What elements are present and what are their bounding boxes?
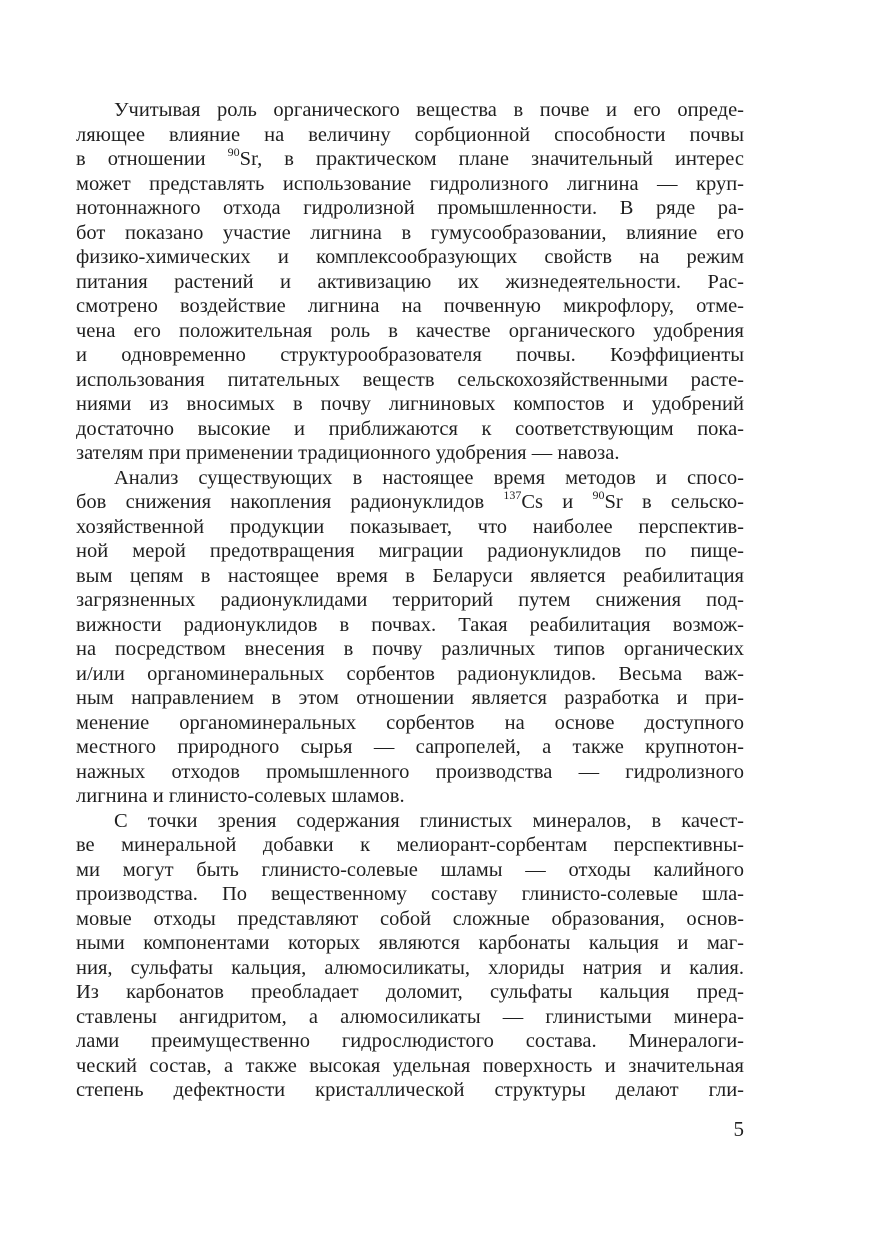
body-text (76, 98, 744, 1103)
text-line: ными компонентами которых являются карбонаты кальция и маг- (76, 932, 744, 954)
text-line: ной мерой предотвращения миграции радионуклидов по пище- (76, 540, 744, 562)
text-line: может представлять использование гидролизного лигнина — круп- (76, 172, 744, 195)
text-line: и/или органоминеральных сорбентов радионуклидов. Весьма важ- (76, 662, 744, 685)
text-line: бот показано участие лигнина в гумусообразовании, влияние его (76, 221, 744, 244)
text-line: нажных отходов промышленного производства — гидролизного (76, 760, 744, 783)
text-line: хозяйственной продукции показывает, что наиболее перспектив- (76, 515, 744, 538)
text-line: использования питательных веществ сельскохозяйственными расте- (76, 368, 744, 391)
text-line: ве минеральной добавки к мелиорант-сорбентам перспективны- (76, 834, 744, 856)
superscript-mass-number: 90 (227, 145, 240, 159)
text-line: С точки зрения содержания глинистых минералов, в качест- (114, 809, 744, 832)
text-line: физико-химических и комплексообразующих свойств на режим (76, 246, 744, 268)
text-line: лами преимущественно гидрослюдистого состава. Минералоги- (76, 1030, 744, 1052)
text-line: загрязненных радионуклидами территорий путем снижения под- (76, 589, 744, 611)
text-line: ния, сульфаты кальция, алюмосиликаты, хлориды натрия и калия. (76, 956, 744, 979)
text-segment: Cs и (521, 491, 593, 513)
text-line: питания растений и активизацию их жизнедеятельности. Рас- (76, 270, 744, 293)
text-line (76, 147, 744, 172)
text-line: степень дефектности кристаллической структуры делают гли- (76, 1079, 744, 1101)
page-number: 5 (733, 1117, 744, 1141)
text-line: Из карбонатов преобладает доломит, сульфаты кальция пред- (76, 981, 744, 1003)
text-line: достаточно высокие и приближаются к соответствующим пока- (76, 417, 744, 440)
text-line: ниями из вносимых в почву лигниновых компостов и удобрений (76, 393, 744, 415)
text-line: местного природного сырья — сапропелей, а также крупнотон- (76, 736, 744, 758)
text-line: менение органоминеральных сорбентов на основе доступного (76, 711, 744, 734)
text-segment: в отношении (76, 148, 228, 170)
text-line: ми могут быть глинисто-солевые шламы — отходы калийного (76, 858, 744, 881)
text-line: чена его положительная роль в качестве органического удобрения (76, 319, 744, 342)
text-line: вым цепям в настоящее время в Беларуси является реабилитация (76, 564, 744, 587)
text-segment: Sr в сельско- (604, 491, 744, 513)
text-line (76, 490, 744, 515)
text-line: ставлены ангидритом, а алюмосиликаты — глинистыми минера- (76, 1005, 744, 1028)
text-segment: бов снижения накопления радионуклидов (76, 491, 504, 513)
text-line: нотоннажного отхода гидролизной промышленности. В ряде ра- (76, 197, 744, 219)
text-line: Учитывая роль органического вещества в почве и его опреде- (114, 99, 744, 121)
text-line: ным направлением в этом отношении является разработка и при- (76, 687, 744, 709)
text-line: зателям при применении традиционного удобрения — навоза. (76, 442, 620, 464)
text-line: ческий состав, а также высокая удельная поверхность и значительная (76, 1054, 744, 1077)
text-line: на посредством внесения в почву различных типов органических (76, 638, 744, 660)
text-segment: Sr, в практическом плане значительный интерес (239, 148, 744, 170)
superscript-mass-number: 90 (592, 488, 605, 502)
superscript-mass-number: 137 (503, 488, 522, 502)
text-line: Анализ существующих в настоящее время методов и спосо- (114, 466, 744, 489)
text-line: лигнина и глинисто-солевых шламов. (76, 785, 405, 807)
text-segment: ляющее влияние на величину сорбционной способности почвы (76, 123, 744, 146)
text-line: смотрено воздействие лигнина на почвенную микрофлору, отме- (76, 295, 744, 317)
text-line: производства. По вещественному составу глинисто-солевые шла- (76, 883, 744, 905)
text-line: мовые отходы представляют собой сложные образования, основ- (76, 907, 744, 930)
text-line (76, 123, 744, 148)
text-line: и одновременно структурообразователя почвы. Коэффициенты (76, 344, 744, 366)
text-line: вижности радионуклидов в почвах. Такая реабилитация возмож- (76, 613, 744, 636)
